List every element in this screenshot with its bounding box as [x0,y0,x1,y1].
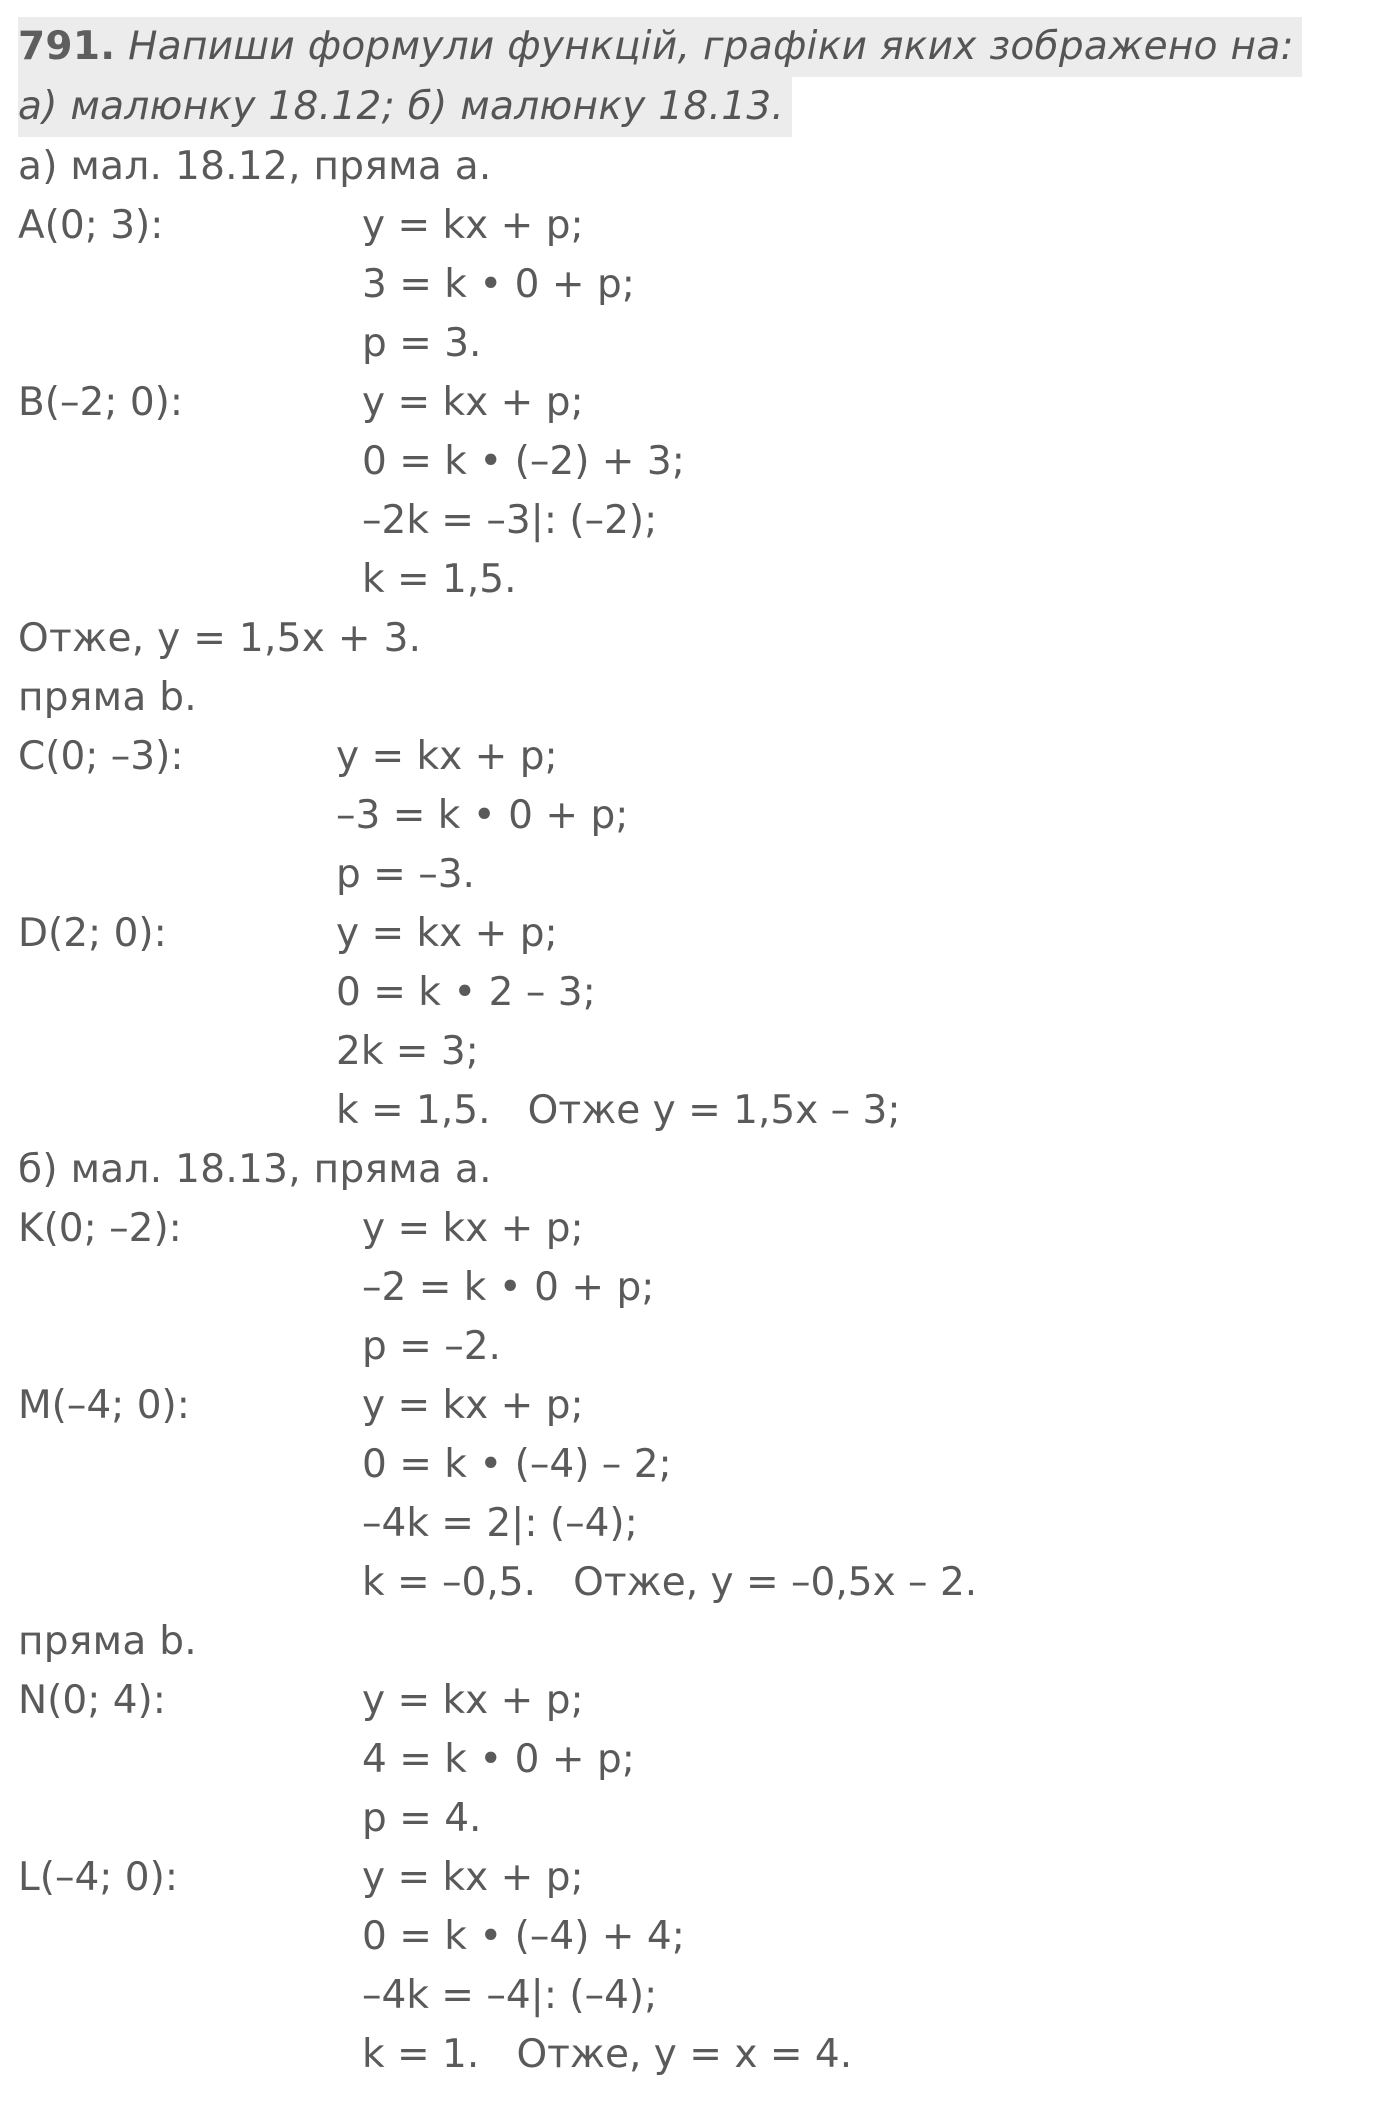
task-statement-line-2: а) малюнку 18.12; б) малюнку 18.13. [18,77,792,137]
task-text: Напиши формули функцій, графіки яких зображено на: [115,24,1294,69]
task-number: 791. [18,24,116,69]
point-a-equation: p = 3. [362,321,482,366]
point-b-label: B(–2; 0): [18,380,183,425]
point-k-equation: –2 = k • 0 + p; [362,1265,655,1310]
point-d-equation: 2k = 3; [336,1029,479,1074]
point-d-equation: 0 = k • 2 – 3; [336,970,596,1015]
point-l-equation: –4k = –4|: (–4); [362,1973,658,2018]
line-b-header: пряма b. [18,675,197,720]
point-m-equation: –4k = 2|: (–4); [362,1501,638,1546]
point-l-label: L(–4; 0): [18,1855,178,1900]
point-k-label: K(0; –2): [18,1206,182,1251]
part-b-header: б) мал. 18.13, пряма a. [18,1147,492,1192]
task-statement-line-1 [18,17,1302,77]
point-l-equation: 0 = k • (–4) + 4; [362,1914,685,1959]
point-c-equation: –3 = k • 0 + p; [336,793,629,838]
point-m-equation: y = kx + p; [362,1383,584,1428]
point-c-equation: p = –3. [336,852,475,897]
point-n-equation: p = 4. [362,1796,482,1841]
point-l-equation: k = 1. Отже, y = x = 4. [362,2032,853,2077]
point-c-equation: y = kx + p; [336,734,558,779]
point-b-equation: 0 = k • (–2) + 3; [362,439,685,484]
point-a-label: A(0; 3): [18,203,164,248]
point-m-equation: k = –0,5. Отже, y = –0,5x – 2. [362,1560,978,1605]
point-k-equation: y = kx + p; [362,1206,584,1251]
point-n-label: N(0; 4): [18,1678,166,1723]
point-n-equation: y = kx + p; [362,1678,584,1723]
part-a-header: а) мал. 18.12, пряма a. [18,144,492,189]
point-m-label: M(–4; 0): [18,1383,190,1428]
point-b-equation: k = 1,5. [362,557,517,602]
point-d-label: D(2; 0): [18,911,167,956]
point-b-equation: –2k = –3|: (–2); [362,498,658,543]
point-b-equation: y = kx + p; [362,380,584,425]
point-n-equation: 4 = k • 0 + p; [362,1737,635,1782]
point-d-equation: k = 1,5. Отже y = 1,5x – 3; [336,1088,901,1133]
point-a-equation: y = kx + p; [362,203,584,248]
conclusion-line-a: Отже, y = 1,5x + 3. [18,616,422,661]
point-a-equation: 3 = k • 0 + p; [362,262,635,307]
point-k-equation: p = –2. [362,1324,501,1369]
point-l-equation: y = kx + p; [362,1855,584,1900]
point-m-equation: 0 = k • (–4) – 2; [362,1442,672,1487]
point-c-label: C(0; –3): [18,734,184,779]
line-b-header: пряма b. [18,1619,197,1664]
point-d-equation: y = kx + p; [336,911,558,956]
